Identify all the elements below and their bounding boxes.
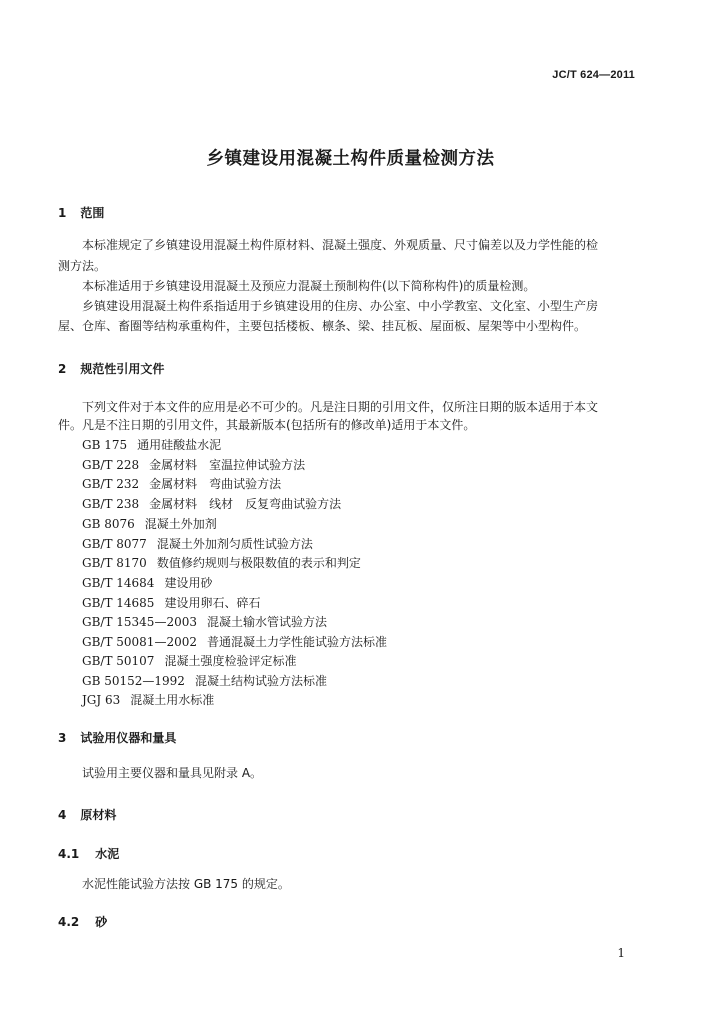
reference-item — [82, 495, 341, 512]
reference-item — [82, 691, 214, 708]
standard-code: JC/T 624—2011 — [552, 69, 635, 81]
paragraph-line: 水泥性能试验方法按 GB 175 的规定。 — [82, 877, 290, 891]
reference-name: 金属材料 线材 反复弯曲试验方法 — [149, 497, 342, 511]
reference-code: GB 50152—1992 — [82, 674, 185, 688]
reference-code: GB/T 228 — [82, 458, 140, 472]
subsection-title: 水泥 — [95, 847, 120, 861]
section-title: 试验用仪器和量具 — [80, 731, 177, 745]
reference-code: GB 175 — [82, 438, 128, 452]
section-number: 3 — [58, 731, 67, 745]
reference-code: GB 8076 — [82, 517, 135, 531]
reference-item — [82, 672, 327, 689]
reference-name: 混凝土外加剂匀质性试验方法 — [156, 537, 313, 551]
section-1-heading — [58, 204, 104, 221]
paragraph-line: 本标准规定了乡镇建设用混凝土构件原材料、混凝土强度、外观质量、尺寸偏差以及力学性能的检 — [82, 238, 599, 252]
reference-name: 混凝土输水管试验方法 — [206, 615, 327, 629]
reference-item — [82, 535, 313, 552]
section-4-heading — [58, 806, 116, 823]
paragraph-line: 乡镇建设用混凝土构件系指适用于乡镇建设用的住房、办公室、中小学教室、文化室、小型生产房 — [82, 299, 599, 313]
reference-code: GB/T 238 — [82, 497, 140, 511]
paragraph-line: 下列文件对于本文件的应用是必不可少的。凡是注日期的引用文件，仅所注日期的版本适用于本文 — [82, 400, 599, 414]
section-number: 1 — [58, 206, 67, 220]
section-3-heading — [58, 729, 176, 746]
reference-name: 混凝土外加剂 — [144, 517, 217, 531]
section-2-heading — [58, 360, 164, 377]
paragraph-line: 测方法。 — [58, 259, 107, 273]
reference-item — [82, 574, 212, 591]
paragraph-line: 试验用主要仪器和量具见附录 A。 — [82, 766, 263, 780]
reference-code: JGJ 63 — [82, 693, 121, 707]
reference-code: GB/T 50107 — [82, 654, 155, 668]
reference-code: GB/T 15345—2003 — [82, 615, 197, 629]
subsection-title: 砂 — [95, 915, 108, 929]
section-title: 规范性引用文件 — [80, 362, 165, 376]
reference-code: GB/T 8170 — [82, 556, 147, 570]
document-title: 乡镇建设用混凝土构件质量检测方法 — [206, 149, 495, 169]
reference-name: 金属材料 室温拉伸试验方法 — [149, 458, 306, 472]
reference-item — [82, 613, 327, 630]
paragraph-line: 屋、仓库、畜圈等结构承重构件，主要包括楼板、檩条、梁、挂瓦板、屋面板、屋架等中小型构件。 — [58, 319, 587, 333]
reference-code: GB/T 14685 — [82, 596, 155, 610]
section-title: 原材料 — [80, 808, 117, 822]
reference-name: 数值修约规则与极限数值的表示和判定 — [156, 556, 361, 570]
reference-name: 建设用砂 — [164, 576, 213, 590]
reference-name: 普通混凝土力学性能试验方法标准 — [206, 635, 387, 649]
section-number: 2 — [58, 362, 67, 376]
subsection-4-2-heading — [58, 913, 107, 930]
paragraph-line: 件。凡是不注日期的引用文件，其最新版本(包括所有的修改单)适用于本文件。 — [58, 418, 476, 432]
reference-name: 金属材料 弯曲试验方法 — [149, 477, 282, 491]
section-title: 范围 — [80, 206, 105, 220]
reference-name: 混凝土结构试验方法标准 — [194, 674, 327, 688]
reference-name: 通用硅酸盐水泥 — [137, 438, 222, 452]
reference-item — [82, 515, 217, 532]
reference-item — [82, 475, 281, 492]
reference-name: 建设用卵石、碎石 — [164, 596, 261, 610]
subsection-4-1-heading — [58, 845, 119, 862]
subsection-number: 4.1 — [58, 847, 80, 861]
reference-name: 混凝土用水标准 — [130, 693, 215, 707]
reference-code: GB/T 8077 — [82, 537, 147, 551]
section-number: 4 — [58, 808, 67, 822]
reference-item — [82, 594, 260, 611]
subsection-number: 4.2 — [58, 915, 80, 929]
paragraph-line: 本标准适用于乡镇建设用混凝土及预应力混凝土预制构件(以下简称构件)的质量检测。 — [82, 279, 536, 293]
reference-item — [82, 436, 221, 453]
reference-item — [82, 456, 305, 473]
reference-code: GB/T 232 — [82, 477, 140, 491]
reference-item — [82, 554, 361, 571]
page-number: 1 — [617, 946, 625, 960]
reference-code: GB/T 50081—2002 — [82, 635, 197, 649]
reference-code: GB/T 14684 — [82, 576, 155, 590]
reference-item — [82, 652, 296, 669]
reference-item — [82, 633, 387, 650]
reference-name: 混凝土强度检验评定标准 — [164, 654, 297, 668]
